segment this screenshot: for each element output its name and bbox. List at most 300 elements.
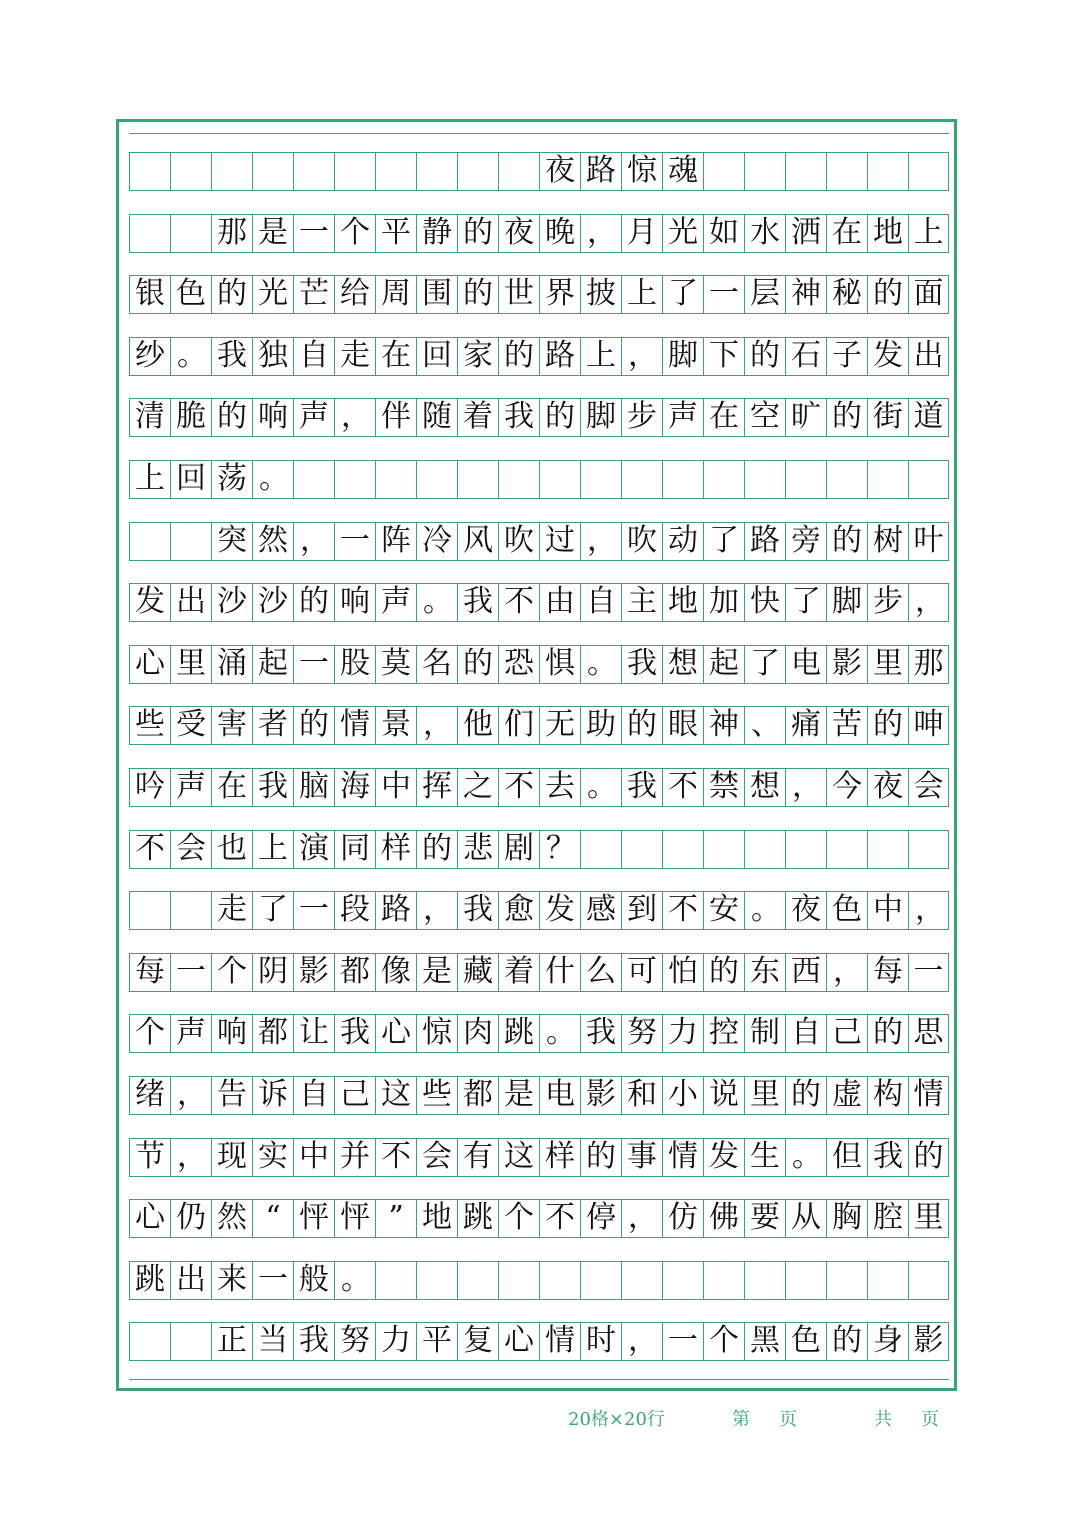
grid-cell (252, 152, 293, 190)
grid-cell: 我 (621, 645, 662, 683)
grid-cell (662, 460, 703, 498)
grid-cell: 了 (785, 583, 826, 621)
grid-cell (826, 152, 867, 190)
row-bottom-line (129, 868, 949, 869)
grid-cell: 地 (867, 214, 908, 252)
grid-cell: 这 (498, 1138, 539, 1176)
grid-cell: 心 (498, 1322, 539, 1360)
grid-cell: 可 (621, 953, 662, 991)
grid-cell: 出 (908, 337, 949, 375)
grid-cell: ， (580, 522, 621, 560)
grid-cell: 走 (211, 891, 252, 929)
grid-cell: 思 (908, 1014, 949, 1052)
grid-cell (457, 152, 498, 190)
grid-cell: 路 (375, 891, 416, 929)
grid-cell: 。 (539, 1014, 580, 1052)
grid-cell (375, 1261, 416, 1299)
grid-cell (785, 1261, 826, 1299)
grid-cell: 。 (580, 645, 621, 683)
grid-cell (129, 522, 170, 560)
grid-cell (867, 460, 908, 498)
grid-cell: 的 (457, 645, 498, 683)
grid-cell: 莫 (375, 645, 416, 683)
grid-cell: 会 (416, 1138, 457, 1176)
grid-cell: 身 (867, 1322, 908, 1360)
grid-cell: 一 (662, 1322, 703, 1360)
grid-cell (785, 830, 826, 868)
row-bottom-line (129, 744, 949, 745)
text-row (129, 337, 949, 375)
grid-cell: 些 (129, 706, 170, 744)
grid-cell: “ (252, 1199, 293, 1237)
grid-cell: 沙 (252, 583, 293, 621)
grid-cell: 由 (539, 583, 580, 621)
grid-cell: 己 (826, 1014, 867, 1052)
grid-cell (334, 460, 375, 498)
grid-cell: 并 (334, 1138, 375, 1176)
grid-cell: 他 (457, 706, 498, 744)
grid-cell: 起 (252, 645, 293, 683)
grid-cell: 海 (334, 768, 375, 806)
grid-cell: 上 (621, 275, 662, 313)
grid-cell: 苦 (826, 706, 867, 744)
grid-cell: 西 (785, 953, 826, 991)
grid-cell: 有 (457, 1138, 498, 1176)
grid-cell: 段 (334, 891, 375, 929)
grid-cell (539, 460, 580, 498)
grid-cell: ？ (539, 830, 580, 868)
grid-cell (416, 460, 457, 498)
grid-cell: 的 (416, 830, 457, 868)
grid-cell: 了 (703, 522, 744, 560)
grid-cell: 胸 (826, 1199, 867, 1237)
row-bottom-line (129, 498, 949, 499)
text-row (129, 706, 949, 744)
grid-cell (498, 1261, 539, 1299)
grid-cell (457, 460, 498, 498)
grid-cell: 色 (170, 275, 211, 313)
grid-cell: 一 (703, 275, 744, 313)
grid-cell: 。 (170, 337, 211, 375)
grid-cell: 快 (744, 583, 785, 621)
grid-cell: 层 (744, 275, 785, 313)
grid-cell: 电 (785, 645, 826, 683)
grid-cell: 的 (826, 1322, 867, 1360)
grid-cell: 现 (211, 1138, 252, 1176)
grid-cell (211, 152, 252, 190)
grid-cell: 了 (252, 891, 293, 929)
grid-cell: 主 (621, 583, 662, 621)
grid-cell: 小 (662, 1076, 703, 1114)
grid-cell: 虚 (826, 1076, 867, 1114)
grid-cell (170, 152, 211, 190)
grid-cell: 荡 (211, 460, 252, 498)
grid-cell: 同 (334, 830, 375, 868)
grid-cell: ， (170, 1076, 211, 1114)
grid-cell: 出 (170, 583, 211, 621)
grid-cell: 正 (211, 1322, 252, 1360)
grid-cell: 冷 (416, 522, 457, 560)
grid-cell: 了 (662, 275, 703, 313)
grid-cell: 脚 (662, 337, 703, 375)
grid-cell: 平 (375, 214, 416, 252)
grid-cell: 吹 (498, 522, 539, 560)
grid-cell: 那 (908, 645, 949, 683)
grid-cell (416, 1261, 457, 1299)
grid-cell: 的 (867, 275, 908, 313)
grid-cell: 一 (334, 522, 375, 560)
text-row (129, 645, 949, 683)
grid-cell: 然 (211, 1199, 252, 1237)
grid-cell (908, 830, 949, 868)
grid-cell (867, 830, 908, 868)
grid-cell: 回 (170, 460, 211, 498)
grid-cell: 沙 (211, 583, 252, 621)
grid-cell: 的 (457, 214, 498, 252)
grid-cell: 恐 (498, 645, 539, 683)
grid-cell: 努 (621, 1014, 662, 1052)
grid-cell: 自 (580, 583, 621, 621)
grid-cell: 中 (867, 891, 908, 929)
grid-cell: 和 (621, 1076, 662, 1114)
grid-cell: 不 (129, 830, 170, 868)
grid-cell: 。 (334, 1261, 375, 1299)
grid-cell (744, 1261, 785, 1299)
row-bottom-line (129, 929, 949, 930)
grid-cell: 的 (457, 275, 498, 313)
row-bottom-line (129, 1114, 949, 1115)
grid-cell: 子 (826, 337, 867, 375)
page-number-label: 第 (732, 1409, 750, 1430)
grid-cell: 回 (416, 337, 457, 375)
grid-cell: 一 (170, 953, 211, 991)
grid-cell: 了 (744, 645, 785, 683)
grid-cell: 之 (457, 768, 498, 806)
grid-cell: 复 (457, 1322, 498, 1360)
grid-cell: 的 (908, 1138, 949, 1176)
grid-cell: 。 (580, 768, 621, 806)
grid-cell: 跳 (457, 1199, 498, 1237)
grid-cell: 都 (334, 953, 375, 991)
grid-cell: 在 (826, 214, 867, 252)
grid-cell: 上 (908, 214, 949, 252)
grid-cell: 我 (457, 583, 498, 621)
text-row (129, 1138, 949, 1176)
manuscript-sheet (116, 119, 957, 1391)
grid-cell: 中 (293, 1138, 334, 1176)
grid-cell: 自 (785, 1014, 826, 1052)
grid-cell: 都 (457, 1076, 498, 1114)
row-bottom-line (129, 621, 949, 622)
grid-cell (375, 152, 416, 190)
row-bottom-line (129, 1360, 949, 1361)
grid-cell: 影 (908, 1322, 949, 1360)
grid-cell: 个 (703, 1322, 744, 1360)
grid-cell: 藏 (457, 953, 498, 991)
grid-cell: 一 (252, 1261, 293, 1299)
grid-cell (170, 214, 211, 252)
grid-cell: 努 (334, 1322, 375, 1360)
grid-cell: 呻 (908, 706, 949, 744)
grid-cell: 光 (252, 275, 293, 313)
grid-cell: 自 (293, 1076, 334, 1114)
grid-cell: 着 (498, 953, 539, 991)
grid-cell: ， (334, 398, 375, 436)
grid-cell: 情 (334, 706, 375, 744)
grid-cell: 在 (211, 768, 252, 806)
grid-cell (908, 1261, 949, 1299)
grid-cell: 惊 (416, 1014, 457, 1052)
grid-cell: 不 (662, 891, 703, 929)
grid-cell (826, 460, 867, 498)
grid-cell: 一 (293, 645, 334, 683)
grid-cell: 风 (457, 522, 498, 560)
grid-cell: 感 (580, 891, 621, 929)
grid-cell: 平 (416, 1322, 457, 1360)
grid-cell: 。 (785, 1138, 826, 1176)
grid-cell: 怕 (662, 953, 703, 991)
grid-spec-label: 20格×20行 (568, 1409, 665, 1430)
grid-cell: 出 (170, 1261, 211, 1299)
grid-cell: 也 (211, 830, 252, 868)
grid-cell: 停 (580, 1199, 621, 1237)
grid-cell: 的 (293, 583, 334, 621)
grid-cell (170, 891, 211, 929)
grid-cell: 如 (703, 214, 744, 252)
grid-cell: 静 (416, 214, 457, 252)
text-row (129, 1322, 949, 1360)
row-bottom-line (129, 252, 949, 253)
grid-cell: 发 (129, 583, 170, 621)
grid-cell: 神 (703, 706, 744, 744)
grid-cell: 诉 (252, 1076, 293, 1114)
grid-cell: 发 (539, 891, 580, 929)
grid-cell: 我 (211, 337, 252, 375)
grid-cell: 步 (621, 398, 662, 436)
grid-cell: 月 (621, 214, 662, 252)
grid-cell: 们 (498, 706, 539, 744)
grid-cell: 这 (375, 1076, 416, 1114)
grid-cell: 在 (703, 398, 744, 436)
grid-cell: 剧 (498, 830, 539, 868)
grid-cell (416, 152, 457, 190)
grid-cell: 不 (498, 583, 539, 621)
grid-cell: 电 (539, 1076, 580, 1114)
grid-cell: 地 (662, 583, 703, 621)
grid-cell (375, 460, 416, 498)
grid-cell: 股 (334, 645, 375, 683)
grid-cell: 的 (826, 398, 867, 436)
grid-cell: 个 (334, 214, 375, 252)
grid-cell: 树 (867, 522, 908, 560)
grid-cell (580, 1261, 621, 1299)
row-bottom-line (129, 991, 949, 992)
grid-cell: 步 (867, 583, 908, 621)
grid-cell (703, 152, 744, 190)
grid-cell: ， (293, 522, 334, 560)
grid-cell (129, 1322, 170, 1360)
guide-line (129, 133, 949, 134)
grid-cell: 起 (703, 645, 744, 683)
grid-cell: 神 (785, 275, 826, 313)
grid-cell (129, 891, 170, 929)
grid-cell: 我 (580, 1014, 621, 1052)
grid-cell: 旁 (785, 522, 826, 560)
grid-cell: 愈 (498, 891, 539, 929)
grid-cell (703, 830, 744, 868)
grid-cell: 什 (539, 953, 580, 991)
grid-cell: 者 (252, 706, 293, 744)
grid-cell: 围 (416, 275, 457, 313)
grid-cell: 安 (703, 891, 744, 929)
row-bottom-line (129, 1237, 949, 1238)
grid-cell: 里 (908, 1199, 949, 1237)
grid-cell: 禁 (703, 768, 744, 806)
grid-cell (662, 830, 703, 868)
grid-cell: 生 (744, 1138, 785, 1176)
grid-cell: 么 (580, 953, 621, 991)
grid-cell: 纱 (129, 337, 170, 375)
total-pages-unit: 页 (921, 1409, 939, 1430)
row-bottom-line (129, 683, 949, 684)
grid-cell: 情 (908, 1076, 949, 1114)
grid-cell: 时 (580, 1322, 621, 1360)
grid-cell (744, 152, 785, 190)
grid-cell: 石 (785, 337, 826, 375)
grid-cell: 色 (785, 1322, 826, 1360)
grid-cell: 悲 (457, 830, 498, 868)
grid-cell: 的 (826, 522, 867, 560)
text-row (129, 830, 949, 868)
grid-cell: 的 (498, 337, 539, 375)
grid-cell: 夜 (498, 214, 539, 252)
grid-cell: 自 (293, 337, 334, 375)
grid-cell: ， (416, 706, 457, 744)
grid-cell (498, 460, 539, 498)
grid-cell: 但 (826, 1138, 867, 1176)
grid-cell: 控 (703, 1014, 744, 1052)
grid-cell: 肉 (457, 1014, 498, 1052)
grid-cell: 的 (744, 337, 785, 375)
grid-cell: 声 (170, 1014, 211, 1052)
grid-cell: 叶 (908, 522, 949, 560)
grid-cell: 像 (375, 953, 416, 991)
grid-cell: 界 (539, 275, 580, 313)
grid-cell (293, 460, 334, 498)
grid-cell: 东 (744, 953, 785, 991)
grid-cell: 在 (375, 337, 416, 375)
grid-cell: 披 (580, 275, 621, 313)
grid-cell: 实 (252, 1138, 293, 1176)
grid-cell: 去 (539, 768, 580, 806)
text-row (129, 891, 949, 929)
grid-cell: 来 (211, 1261, 252, 1299)
grid-cell: ， (908, 891, 949, 929)
grid-cell: 地 (416, 1199, 457, 1237)
grid-cell: 每 (129, 953, 170, 991)
row-bottom-line (129, 436, 949, 437)
grid-cell (129, 152, 170, 190)
grid-cell: 。 (252, 460, 293, 498)
grid-cell (621, 1261, 662, 1299)
grid-cell: 吟 (129, 768, 170, 806)
text-row (129, 460, 949, 498)
grid-cell: 声 (293, 398, 334, 436)
grid-cell (744, 460, 785, 498)
text-row (129, 768, 949, 806)
grid-cell: 些 (416, 1076, 457, 1114)
grid-cell: 告 (211, 1076, 252, 1114)
text-row (129, 398, 949, 436)
grid-cell: 阵 (375, 522, 416, 560)
grid-cell: 秘 (826, 275, 867, 313)
grid-cell: 影 (826, 645, 867, 683)
grid-cell: 都 (252, 1014, 293, 1052)
grid-cell: 随 (416, 398, 457, 436)
grid-cell: ， (170, 1138, 211, 1176)
row-bottom-line (129, 313, 949, 314)
grid-cell: 不 (539, 1199, 580, 1237)
grid-cell: 响 (334, 583, 375, 621)
grid-cell: 心 (375, 1014, 416, 1052)
grid-cell: 。 (416, 583, 457, 621)
grid-cell (826, 1261, 867, 1299)
grid-cell (621, 830, 662, 868)
grid-cell: 仍 (170, 1199, 211, 1237)
grid-cell (334, 152, 375, 190)
grid-cell: 心 (129, 645, 170, 683)
grid-cell: 过 (539, 522, 580, 560)
grid-cell: 力 (375, 1322, 416, 1360)
grid-cell: 中 (375, 768, 416, 806)
grid-cell: 下 (703, 337, 744, 375)
grid-cell: 夜 (867, 768, 908, 806)
grid-cell: 样 (375, 830, 416, 868)
grid-cell: 怦 (334, 1199, 375, 1237)
grid-cell: 让 (293, 1014, 334, 1052)
grid-cell: 的 (867, 1014, 908, 1052)
grid-cell: 芒 (293, 275, 334, 313)
grid-cell: 每 (867, 953, 908, 991)
grid-cell: 、 (744, 706, 785, 744)
grid-cell: 独 (252, 337, 293, 375)
grid-cell: 情 (539, 1322, 580, 1360)
grid-cell (908, 152, 949, 190)
grid-cell: 响 (252, 398, 293, 436)
grid-cell: 无 (539, 706, 580, 744)
grid-cell: 会 (908, 768, 949, 806)
grid-cell: 涌 (211, 645, 252, 683)
grid-cell: 影 (293, 953, 334, 991)
grid-cell: ” (375, 1199, 416, 1237)
grid-cell: 心 (129, 1199, 170, 1237)
grid-cell: 今 (826, 768, 867, 806)
grid-cell: 害 (211, 706, 252, 744)
grid-cell: 演 (293, 830, 334, 868)
grid-cell: 里 (867, 645, 908, 683)
grid-cell: 然 (252, 522, 293, 560)
row-bottom-line (129, 190, 949, 191)
grid-cell: 。 (744, 891, 785, 929)
grid-cell: 脑 (293, 768, 334, 806)
grid-cell: 声 (170, 768, 211, 806)
grid-cell: ， (621, 1199, 662, 1237)
text-row (129, 1261, 949, 1299)
row-bottom-line (129, 806, 949, 807)
grid-cell: 不 (498, 768, 539, 806)
grid-cell (498, 152, 539, 190)
grid-cell: 力 (662, 1014, 703, 1052)
